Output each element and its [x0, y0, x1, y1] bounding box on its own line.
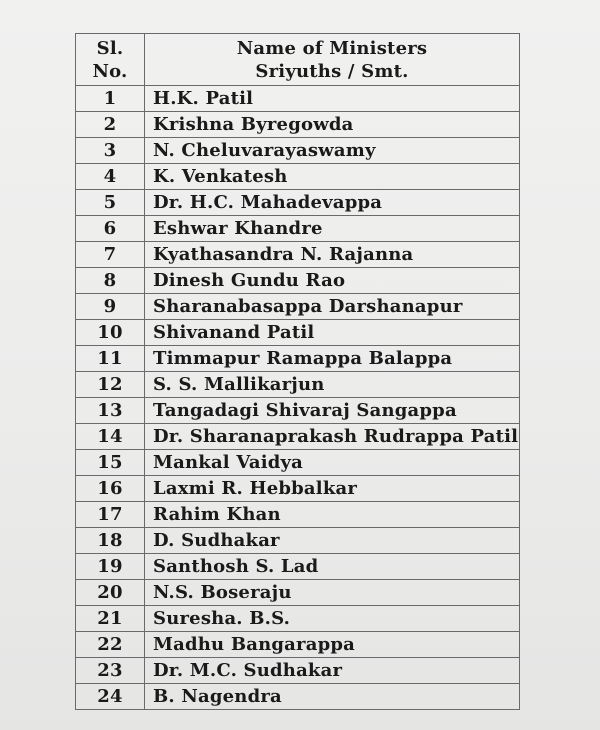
serial-number-cell: 6: [76, 216, 145, 242]
minister-name-cell: S. S. Mallikarjun: [145, 372, 520, 398]
serial-number-cell: 22: [76, 632, 145, 658]
minister-name-cell: Sharanabasappa Darshanapur: [145, 294, 520, 320]
table-row: [76, 268, 520, 294]
minister-name-cell: D. Sudhakar: [145, 528, 520, 554]
table-row: [76, 216, 520, 242]
table-row: [76, 86, 520, 112]
serial-number-cell: 3: [76, 138, 145, 164]
table-row: [76, 476, 520, 502]
table-row: [76, 606, 520, 632]
serial-number-cell: 17: [76, 502, 145, 528]
table-row: [76, 554, 520, 580]
table-body: [76, 86, 520, 710]
table-row: [76, 112, 520, 138]
serial-number-cell: 18: [76, 528, 145, 554]
minister-name-cell: Mankal Vaidya: [145, 450, 520, 476]
table-row: [76, 138, 520, 164]
serial-number-cell: 19: [76, 554, 145, 580]
serial-number-cell: 23: [76, 658, 145, 684]
minister-name-cell: K. Venkatesh: [145, 164, 520, 190]
minister-name-cell: Madhu Bangarappa: [145, 632, 520, 658]
table-row: [76, 580, 520, 606]
table-row: [76, 450, 520, 476]
serial-number-cell: 9: [76, 294, 145, 320]
minister-name-header: [145, 34, 520, 86]
minister-name-cell: B. Nagendra: [145, 684, 520, 710]
serial-number-header: [76, 34, 145, 86]
table-row: [76, 164, 520, 190]
minister-name-cell: Krishna Byregowda: [145, 112, 520, 138]
serial-number-cell: 12: [76, 372, 145, 398]
minister-name-cell: Tangadagi Shivaraj Sangappa: [145, 398, 520, 424]
minister-name-cell: Shivanand Patil: [145, 320, 520, 346]
table-row: [76, 658, 520, 684]
minister-name-cell: Timmapur Ramappa Balappa: [145, 346, 520, 372]
serial-number-cell: 15: [76, 450, 145, 476]
table-row: [76, 320, 520, 346]
ministers-table: [75, 33, 520, 710]
serial-number-cell: 2: [76, 112, 145, 138]
minister-name-cell: N.S. Boseraju: [145, 580, 520, 606]
serial-number-cell: 5: [76, 190, 145, 216]
serial-number-cell: 1: [76, 86, 145, 112]
table-row: [76, 632, 520, 658]
name-header-line-2: Sriyuths / Smt.: [255, 60, 409, 82]
minister-name-cell: Dr. Sharanaprakash Rudrappa Patil: [145, 424, 520, 450]
minister-name-cell: Dr. M.C. Sudhakar: [145, 658, 520, 684]
table-row: [76, 372, 520, 398]
minister-name-cell: N. Cheluvarayaswamy: [145, 138, 520, 164]
serial-number-cell: 14: [76, 424, 145, 450]
serial-header-line-2: No.: [92, 60, 128, 82]
serial-number-cell: 13: [76, 398, 145, 424]
minister-name-cell: Dr. H.C. Mahadevappa: [145, 190, 520, 216]
serial-number-cell: 10: [76, 320, 145, 346]
table-row: [76, 502, 520, 528]
serial-number-cell: 16: [76, 476, 145, 502]
serial-number-cell: 21: [76, 606, 145, 632]
serial-number-cell: 4: [76, 164, 145, 190]
table-row: [76, 424, 520, 450]
serial-number-cell: 24: [76, 684, 145, 710]
minister-name-cell: Santhosh S. Lad: [145, 554, 520, 580]
table-row: [76, 294, 520, 320]
table-row: [76, 684, 520, 710]
serial-number-cell: 7: [76, 242, 145, 268]
table-row: [76, 398, 520, 424]
minister-name-cell: Laxmi R. Hebbalkar: [145, 476, 520, 502]
table-row: [76, 528, 520, 554]
serial-number-cell: 8: [76, 268, 145, 294]
name-header-line-1: Name of Ministers: [236, 37, 428, 59]
serial-number-cell: 11: [76, 346, 145, 372]
table-row: [76, 346, 520, 372]
serial-number-cell: 20: [76, 580, 145, 606]
minister-name-cell: Suresha. B.S.: [145, 606, 520, 632]
minister-name-cell: Dinesh Gundu Rao: [145, 268, 520, 294]
minister-name-cell: Kyathasandra N. Rajanna: [145, 242, 520, 268]
serial-header-line-1: Sl.: [96, 37, 124, 59]
header-row: [76, 34, 520, 86]
minister-name-cell: Rahim Khan: [145, 502, 520, 528]
minister-name-cell: Eshwar Khandre: [145, 216, 520, 242]
table-row: [76, 242, 520, 268]
table-row: [76, 190, 520, 216]
minister-name-cell: H.K. Patil: [145, 86, 520, 112]
table-header: [76, 34, 520, 86]
